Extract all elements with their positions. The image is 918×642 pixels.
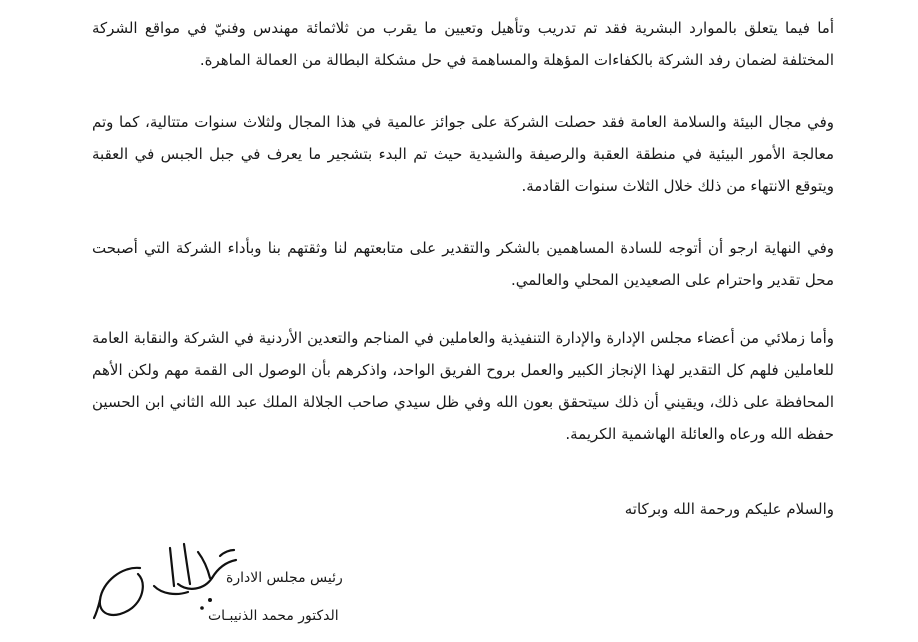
paragraph-human-resources: أما فيما يتعلق بالموارد البشرية فقد تم تدريب وتأهيل وتعيين ما يقرب من ثلاثمائة مهندس وفنيّ في مواقع الشركة المختلفة لضمان رفد الشركة بالكفاءات المؤهلة والمساهمة في حل مشكلة البطالة من العمالة الماهرة. [92, 19, 834, 69]
signatory-title: رئيس مجلس الادارة [226, 570, 343, 586]
closing-greeting: والسلام عليكم ورحمة الله وبركاته [624, 500, 834, 518]
paragraph-colleagues-thanks: وأما زملائي من أعضاء مجلس الإدارة والإدارة التنفيذية والعاملين في المناجم والتعدين الأردنية في الشركة والنقابة العامة للعاملين فلهم كل التقدير لهذا الإنجاز الكبير والعمل بروح الفريق الواحد، واذكرهم بأن الوصول الى القمة مهم ولكن الأهم المحافظة على ذلك، ويقيني أن ذلك سيتحقق بعون الله وفي ظل سيدي صاحب الجلالة الملك عبد الله الثاني ابن الحسين حفظه الله ورعاه والعائلة الهاشمية الكريمة. [92, 329, 834, 443]
signatory-name: الدكتور محمد الذنيبـات [208, 608, 339, 624]
paragraph-environment-safety: وفي مجال البيئة والسلامة العامة فقد حصلت الشركة على جوائز عالمية في هذا المجال ولثلاث سنوات متتالية، كما وتم معالجة الأمور البيئية في منطقة العقبة والرصيفة والشيدية حيث تم البدء بتشجير ما يعرف في جبل الجبس في العقبة ويتوقع الانتهاء من ذلك خلال الثلاث سنوات القادمة. [92, 113, 834, 195]
paragraph-shareholders-thanks: وفي النهاية ارجو أن أتوجه للسادة المساهمين بالشكر والتقدير على متابعتهم لنا وثقتهم بنا وبأداء الشركة التي أصبحت محل تقدير واحترام على الصعيدين المحلي والعالمي. [92, 239, 834, 289]
